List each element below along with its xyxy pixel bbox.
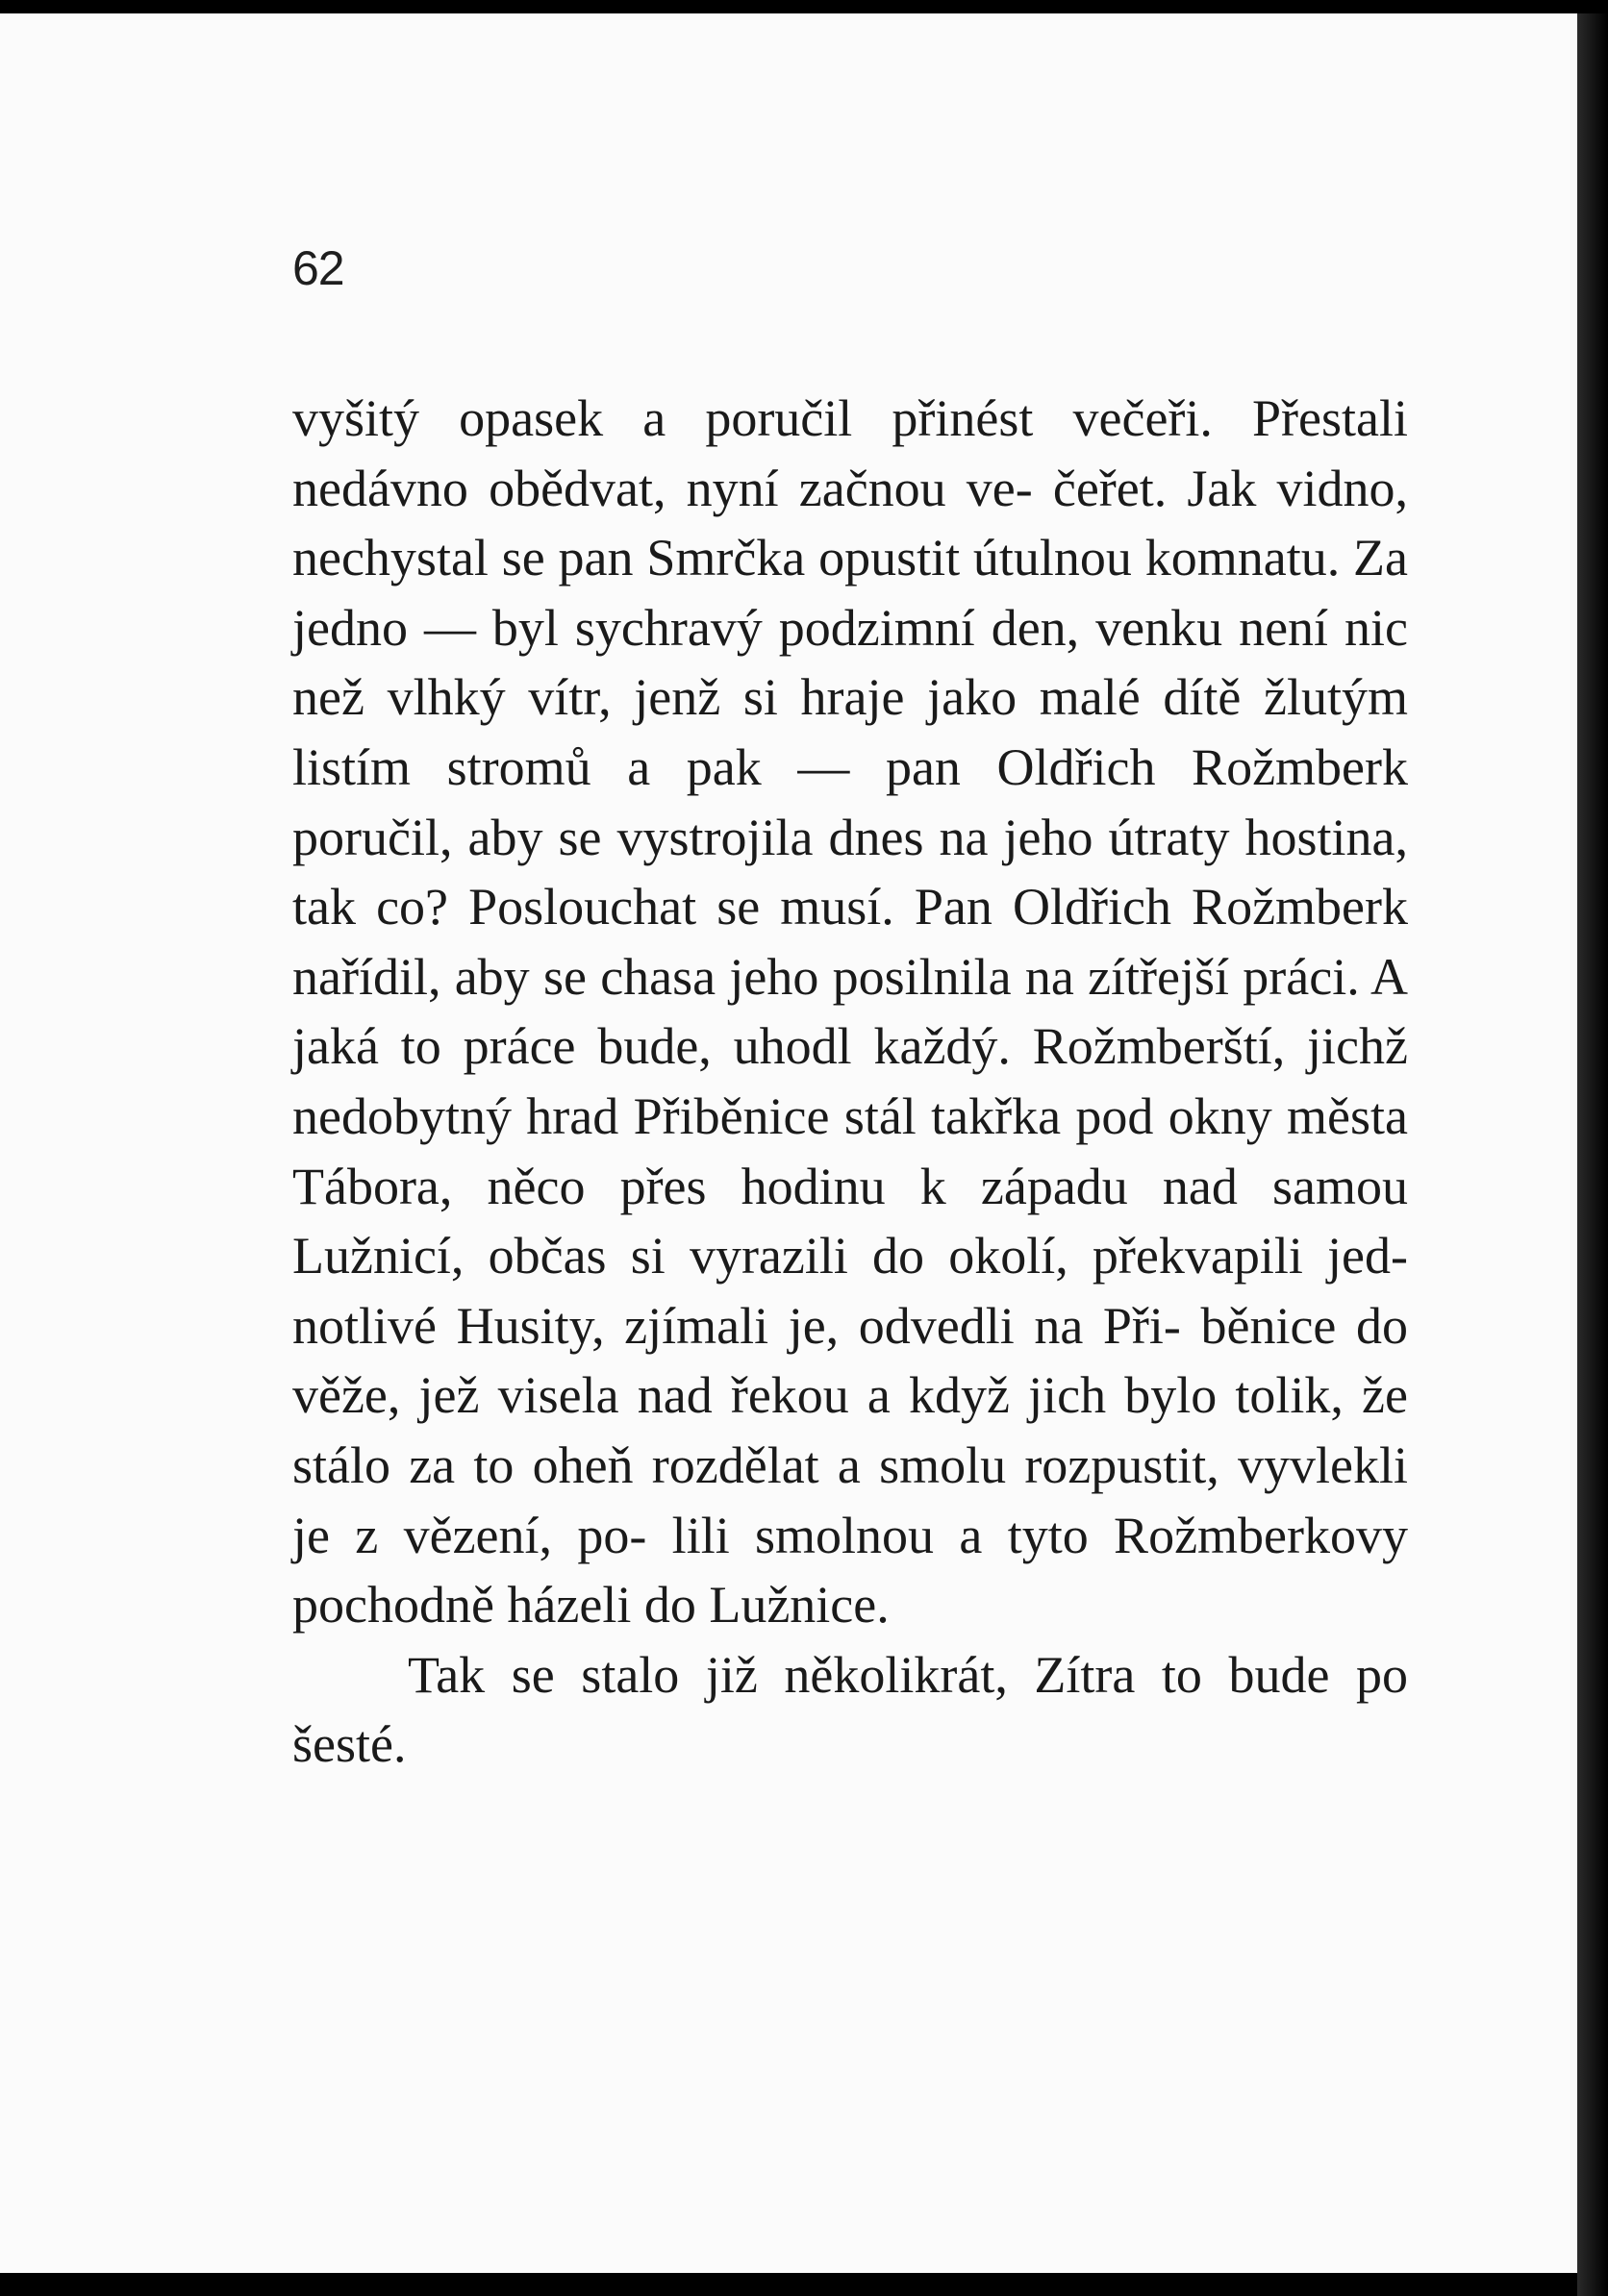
paragraph-1: vyšitý opasek a poručil přinést večeři. Přestali nedávno obědvat, nyní začnou ve- čeřet. Jak vidno, nechystal se pan Smrčka opustit útulnou komnatu. Za jedno — byl sychravý podzimní den, venku není nic než vlhký vítr, jenž si hraje jako malé dítě žlutým listím stromů a pak — pan Oldřich Rožmberk poručil, aby se vystrojila dnes na jeho útraty hostina, tak co? Poslouchat se musí. Pan Oldřich Rožmberk nařídil, aby se chasa jeho posilnila na zítřejší práci. A jaká to práce bude, uhodl každý. Rožmberští, jichž nedobytný hrad Přiběnice stál takřka pod okny města Tábora, něco přes hodinu k západu nad samou Lužnicí, občas si vyrazili do okolí, překvapili jed- notlivé Husity, zjímali je, odvedli na Při- běnice do věže, jež visela nad řekou a když jich bylo tolik, že stálo za to oheň rozdělat a smolu rozpustit, vyvlekli je z vězení, po- lili smolnou a tyto Rožmberkovy pochodně házeli do Lužnice.	[292, 389, 1408, 1635]
paragraph-2: Tak se stalo již několikrát, Zítra to bude po šesté.	[292, 1645, 1408, 1774]
body-text	[292, 384, 1408, 1780]
book-page	[0, 13, 1577, 2273]
page-number: 62	[292, 241, 344, 295]
page-edge-shadow	[1577, 13, 1608, 2296]
